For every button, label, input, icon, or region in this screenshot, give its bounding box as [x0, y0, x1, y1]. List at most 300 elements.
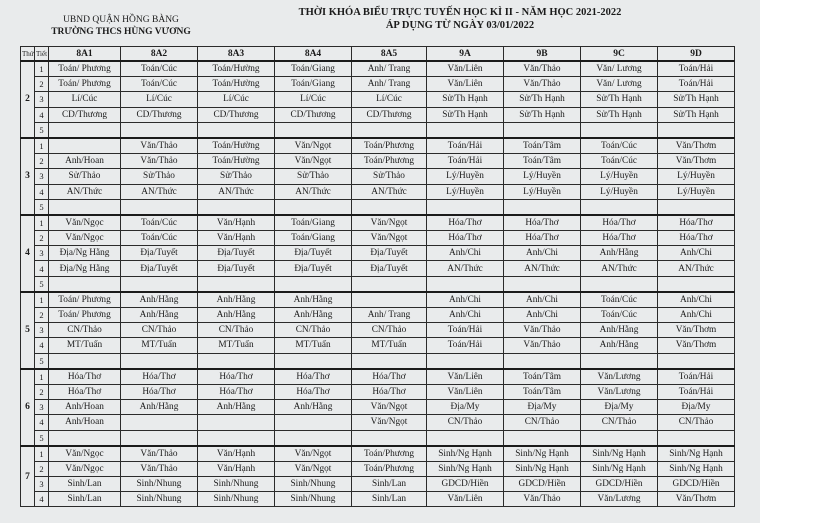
lesson-cell	[504, 122, 581, 138]
lesson-cell	[121, 430, 198, 446]
lesson-cell: Anh/Hằng	[198, 292, 275, 308]
lesson-cell: Anh/Chi	[658, 308, 735, 323]
class-header: 9B	[504, 47, 581, 62]
lesson-cell: Văn/Ngọc	[49, 215, 121, 231]
lesson-cell: CN/Thảo	[275, 323, 352, 338]
lesson-cell: Địa/Tuyết	[121, 261, 198, 276]
lesson-cell: Anh/Hoan	[49, 154, 121, 169]
table-row	[21, 369, 735, 385]
lesson-cell	[581, 122, 658, 138]
lesson-cell: GDCD/Hiền	[504, 477, 581, 492]
lesson-cell: Hóa/Thơ	[352, 369, 427, 385]
lesson-cell: Văn/Hạnh	[198, 446, 275, 462]
lesson-cell: Lý/Huyền	[427, 169, 504, 184]
lesson-cell	[504, 430, 581, 446]
class-header: 8A5	[352, 47, 427, 62]
lesson-cell: Hóa/Thơ	[352, 384, 427, 399]
lesson-cell: Toán/Giang	[275, 215, 352, 231]
period-cell: 1	[35, 369, 49, 385]
lesson-cell: Văn/Ngọc	[49, 446, 121, 462]
lesson-cell: Sinh/Nhung	[198, 477, 275, 492]
table-row	[21, 199, 735, 215]
lesson-cell: Anh/Hằng	[275, 308, 352, 323]
lesson-cell	[49, 276, 121, 292]
timetable-title: THỜI KHÓA BIỂU TRỰC TUYẾN HỌC KÌ II - NĂM HỌC 2021-2022	[298, 7, 622, 18]
lesson-cell: CD/Thương	[275, 107, 352, 122]
lesson-cell: Địa/Ng Hằng	[49, 261, 121, 276]
lesson-cell	[427, 199, 504, 215]
lesson-cell: Sinh/Nhung	[121, 477, 198, 492]
lesson-cell	[658, 199, 735, 215]
period-cell: 1	[35, 292, 49, 308]
lesson-cell: Sinh/Nhung	[121, 492, 198, 507]
table-row	[21, 184, 735, 199]
table-row	[21, 92, 735, 107]
period-cell: 5	[35, 199, 49, 215]
lesson-cell: Hóa/Thơ	[121, 384, 198, 399]
lesson-cell: Sinh/Ng Hạnh	[427, 461, 504, 476]
lesson-cell	[581, 276, 658, 292]
lesson-cell	[121, 122, 198, 138]
lesson-cell: Toán/Hải	[427, 338, 504, 353]
table-row	[21, 122, 735, 138]
lesson-cell: Sử/Th Hạnh	[427, 107, 504, 122]
lesson-cell: Hóa/Thơ	[49, 384, 121, 399]
lesson-cell: GDCD/Hiền	[658, 477, 735, 492]
lesson-cell: Anh/Hằng	[121, 400, 198, 415]
lesson-cell	[504, 353, 581, 369]
table-row	[21, 415, 735, 430]
lesson-cell: Toán/Giang	[275, 77, 352, 92]
lesson-cell	[121, 353, 198, 369]
lesson-cell: Sinh/Ng Hạnh	[581, 461, 658, 476]
period-cell: 2	[35, 308, 49, 323]
lesson-cell: Sử/Th Hạnh	[504, 92, 581, 107]
lesson-cell: Văn/Ngọc	[49, 461, 121, 476]
lesson-cell	[352, 122, 427, 138]
lesson-cell: MT/Tuấn	[198, 338, 275, 353]
lesson-cell	[352, 292, 427, 308]
lesson-cell: Lý/Huyền	[581, 169, 658, 184]
table-row	[21, 353, 735, 369]
lesson-cell: Anh/Hằng	[121, 308, 198, 323]
period-cell: 5	[35, 122, 49, 138]
lesson-cell: Toán/ Phương	[49, 77, 121, 92]
lesson-cell: Văn/Thảo	[504, 61, 581, 77]
lesson-cell: Văn/ Lương	[581, 77, 658, 92]
period-cell: 2	[35, 384, 49, 399]
lesson-cell: Sử/Thảo	[198, 169, 275, 184]
lesson-cell: Lý/Huyền	[658, 184, 735, 199]
lesson-cell: CD/Thương	[49, 107, 121, 122]
period-cell: 3	[35, 323, 49, 338]
period-cell: 1	[35, 61, 49, 77]
lesson-cell	[121, 276, 198, 292]
lesson-cell: Văn/Hạnh	[198, 231, 275, 246]
lesson-cell: Sử/Th Hạnh	[658, 92, 735, 107]
lesson-cell: Sử/Th Hạnh	[581, 92, 658, 107]
table-row	[21, 138, 735, 154]
lesson-cell: Toán/Hải	[427, 138, 504, 154]
lesson-cell: Hóa/Thơ	[658, 231, 735, 246]
lesson-cell: Văn/Ngọc	[49, 231, 121, 246]
lesson-cell: CN/Thảo	[427, 415, 504, 430]
lesson-cell: Anh/Chi	[504, 308, 581, 323]
lesson-cell: Địa/My	[658, 400, 735, 415]
lesson-cell	[352, 276, 427, 292]
lesson-cell: Địa/Tuyết	[198, 261, 275, 276]
day-cell: 2	[21, 61, 35, 138]
lesson-cell	[198, 199, 275, 215]
lesson-cell: AN/Thức	[581, 261, 658, 276]
period-cell: 5	[35, 430, 49, 446]
lesson-cell: AN/Thức	[427, 261, 504, 276]
lesson-cell: Hóa/Thơ	[275, 369, 352, 385]
table-row	[21, 61, 735, 77]
table-row	[21, 323, 735, 338]
lesson-cell: Toán/Cúc	[581, 292, 658, 308]
lesson-cell: Văn/Thảo	[504, 323, 581, 338]
lesson-cell: Hóa/Thơ	[504, 231, 581, 246]
lesson-cell: Sinh/Lan	[49, 477, 121, 492]
school-name: TRƯỜNG THCS HÙNG VƯƠNG	[51, 27, 191, 37]
lesson-cell: Sinh/Ng Hạnh	[658, 461, 735, 476]
period-cell: 5	[35, 353, 49, 369]
lesson-cell: Văn/ Lương	[581, 61, 658, 77]
lesson-cell: Toán/Phương	[352, 446, 427, 462]
lesson-cell: Sử/Th Hạnh	[427, 92, 504, 107]
lesson-cell: CD/Thương	[198, 107, 275, 122]
lesson-cell: Lý/Huyền	[427, 184, 504, 199]
period-cell: 3	[35, 477, 49, 492]
lesson-cell: Sinh/Ng Hạnh	[504, 461, 581, 476]
lesson-cell: Văn/Thảo	[121, 461, 198, 476]
lesson-cell	[658, 276, 735, 292]
period-cell: 3	[35, 400, 49, 415]
lesson-cell: Địa/My	[504, 400, 581, 415]
lesson-cell: CN/Thảo	[49, 323, 121, 338]
lesson-cell: Sử/Th Hạnh	[504, 107, 581, 122]
lesson-cell	[49, 430, 121, 446]
lesson-cell: Địa/Ng Hằng	[49, 246, 121, 261]
lesson-cell: Địa/Tuyết	[352, 261, 427, 276]
lesson-cell: CN/Thảo	[352, 323, 427, 338]
lesson-cell: Anh/Hoan	[49, 415, 121, 430]
lesson-cell: Toán/Hường	[198, 154, 275, 169]
lesson-cell	[352, 353, 427, 369]
day-column-header: Thứ	[21, 47, 35, 62]
lesson-cell: Toán/Giang	[275, 231, 352, 246]
lesson-cell	[49, 353, 121, 369]
lesson-cell: Toán/Giang	[275, 61, 352, 77]
lesson-cell: Anh/Hằng	[581, 246, 658, 261]
lesson-cell: Lí/Cúc	[121, 92, 198, 107]
lesson-cell: Toán/Cúc	[121, 215, 198, 231]
table-row	[21, 154, 735, 169]
table-row	[21, 461, 735, 476]
lesson-cell	[49, 122, 121, 138]
day-cell: 6	[21, 369, 35, 446]
lesson-cell: CN/Thảo	[581, 415, 658, 430]
lesson-cell: Anh/Chi	[427, 292, 504, 308]
lesson-cell: Lý/Huyền	[504, 169, 581, 184]
lesson-cell	[504, 199, 581, 215]
lesson-cell	[275, 353, 352, 369]
lesson-cell: Văn/Thơm	[658, 138, 735, 154]
lesson-cell: Sinh/Nhung	[275, 477, 352, 492]
lesson-cell: Văn/Thảo	[121, 446, 198, 462]
lesson-cell: Sinh/Nhung	[198, 492, 275, 507]
period-cell: 3	[35, 92, 49, 107]
lesson-cell: Anh/Hằng	[121, 292, 198, 308]
lesson-cell: Sinh/Ng Hạnh	[581, 446, 658, 462]
day-cell: 7	[21, 446, 35, 507]
table-row	[21, 430, 735, 446]
lesson-cell: Văn/Ngọt	[275, 138, 352, 154]
table-row	[21, 276, 735, 292]
lesson-cell: Toán/Cúc	[581, 154, 658, 169]
lesson-cell: MT/Tuấn	[275, 338, 352, 353]
timetable	[20, 46, 735, 507]
lesson-cell: Địa/Tuyết	[275, 261, 352, 276]
lesson-cell: GDCD/Hiền	[581, 477, 658, 492]
lesson-cell: Hóa/Thơ	[658, 215, 735, 231]
lesson-cell: CN/Thảo	[658, 415, 735, 430]
class-header: 9D	[658, 47, 735, 62]
lesson-cell: Anh/Hằng	[581, 338, 658, 353]
lesson-cell: Anh/Chi	[427, 246, 504, 261]
period-cell: 4	[35, 338, 49, 353]
lesson-cell: Sử/Thảo	[121, 169, 198, 184]
lesson-cell	[352, 430, 427, 446]
lesson-cell: Văn/Liên	[427, 384, 504, 399]
table-row	[21, 400, 735, 415]
lesson-cell: Địa/Tuyết	[198, 246, 275, 261]
table-row	[21, 308, 735, 323]
lesson-cell: Hóa/Thơ	[275, 384, 352, 399]
lesson-cell: AN/Thức	[49, 184, 121, 199]
lesson-cell: Văn/Liên	[427, 492, 504, 507]
lesson-cell: Anh/Hằng	[198, 308, 275, 323]
period-cell: 2	[35, 461, 49, 476]
period-cell: 2	[35, 154, 49, 169]
lesson-cell	[198, 353, 275, 369]
lesson-cell	[658, 122, 735, 138]
lesson-cell: Lí/Cúc	[352, 92, 427, 107]
lesson-cell	[581, 430, 658, 446]
lesson-cell: Anh/Hoan	[49, 400, 121, 415]
lesson-cell	[275, 430, 352, 446]
lesson-cell: Địa/Tuyết	[352, 246, 427, 261]
lesson-cell: Văn/Ngọt	[275, 446, 352, 462]
table-row	[21, 77, 735, 92]
lesson-cell: Toán/Phương	[352, 154, 427, 169]
lesson-cell	[198, 122, 275, 138]
table-row	[21, 169, 735, 184]
lesson-cell: Lí/Cúc	[275, 92, 352, 107]
lesson-cell: Toán/Cúc	[121, 77, 198, 92]
period-cell: 2	[35, 231, 49, 246]
lesson-cell: Lý/Huyền	[658, 169, 735, 184]
lesson-cell: Toán/Cúc	[121, 61, 198, 77]
lesson-cell: Sinh/Ng Hạnh	[658, 446, 735, 462]
lesson-cell	[198, 430, 275, 446]
lesson-cell: AN/Thức	[352, 184, 427, 199]
lesson-cell: CN/Thảo	[198, 323, 275, 338]
period-cell: 3	[35, 169, 49, 184]
lesson-cell: Sinh/Lan	[352, 492, 427, 507]
lesson-cell: Lý/Huyền	[581, 184, 658, 199]
lesson-cell: Sử/Th Hạnh	[581, 107, 658, 122]
lesson-cell	[49, 138, 121, 154]
class-header: 9A	[427, 47, 504, 62]
class-header: 8A1	[49, 47, 121, 62]
lesson-cell	[427, 430, 504, 446]
lesson-cell: Văn/Thơm	[658, 338, 735, 353]
lesson-cell	[121, 415, 198, 430]
lesson-cell: Hóa/Thơ	[49, 369, 121, 385]
lesson-cell: Hóa/Thơ	[581, 215, 658, 231]
lesson-cell: Toán/Phương	[352, 138, 427, 154]
period-column-header: Tiết	[35, 47, 49, 62]
lesson-cell: Văn/Ngọt	[275, 461, 352, 476]
lesson-cell: Toán/Cúc	[581, 138, 658, 154]
lesson-cell: Hóa/Thơ	[427, 231, 504, 246]
period-cell: 1	[35, 215, 49, 231]
lesson-cell	[275, 415, 352, 430]
period-cell: 4	[35, 415, 49, 430]
lesson-cell: Toán/Tâm	[504, 369, 581, 385]
lesson-cell: Sinh/Lan	[352, 477, 427, 492]
lesson-cell: Lí/Cúc	[49, 92, 121, 107]
day-cell: 5	[21, 292, 35, 369]
table-row	[21, 107, 735, 122]
lesson-cell: AN/Thức	[198, 184, 275, 199]
lesson-cell: Văn/Thảo	[121, 138, 198, 154]
lesson-cell: Anh/Chi	[658, 246, 735, 261]
lesson-cell: Văn/Thảo	[504, 492, 581, 507]
lesson-cell: Toán/Hải	[427, 154, 504, 169]
period-cell: 4	[35, 184, 49, 199]
lesson-cell	[427, 122, 504, 138]
lesson-cell	[352, 199, 427, 215]
lesson-cell: Toán/Tâm	[504, 138, 581, 154]
lesson-cell: Toán/Hường	[198, 77, 275, 92]
lesson-cell: Văn/Ngọt	[275, 154, 352, 169]
table-row	[21, 384, 735, 399]
lesson-cell: AN/Thức	[658, 261, 735, 276]
lesson-cell: Văn/Lương	[581, 384, 658, 399]
lesson-cell	[658, 430, 735, 446]
lesson-cell	[49, 199, 121, 215]
lesson-cell: Toán/Hường	[198, 61, 275, 77]
lesson-cell	[504, 276, 581, 292]
lesson-cell	[275, 122, 352, 138]
lesson-cell	[275, 276, 352, 292]
lesson-cell	[581, 353, 658, 369]
table-row	[21, 231, 735, 246]
lesson-cell: Toán/Hải	[658, 77, 735, 92]
lesson-cell: Văn/Thơm	[658, 154, 735, 169]
timetable-body	[21, 61, 735, 507]
lesson-cell: Anh/Hằng	[275, 400, 352, 415]
lesson-cell: Anh/Chi	[504, 246, 581, 261]
lesson-cell: Văn/Hạnh	[198, 461, 275, 476]
lesson-cell: Hóa/Thơ	[198, 384, 275, 399]
lesson-cell: Toán/ Phương	[49, 61, 121, 77]
day-cell: 4	[21, 215, 35, 292]
lesson-cell: Anh/ Trang	[352, 61, 427, 77]
lesson-cell: Anh/ Trang	[352, 308, 427, 323]
lesson-cell: Sinh/Ng Hạnh	[504, 446, 581, 462]
lesson-cell: MT/Tuấn	[121, 338, 198, 353]
lesson-cell: Toán/Hải	[658, 384, 735, 399]
lesson-cell: AN/Thức	[504, 261, 581, 276]
lesson-cell: Lý/Huyền	[504, 184, 581, 199]
lesson-cell: Sinh/Nhung	[275, 492, 352, 507]
lesson-cell: Toán/Tâm	[504, 384, 581, 399]
period-cell: 4	[35, 107, 49, 122]
lesson-cell: Anh/ Trang	[352, 77, 427, 92]
lesson-cell: Toán/Tâm	[504, 154, 581, 169]
lesson-cell	[121, 199, 198, 215]
table-row	[21, 338, 735, 353]
lesson-cell: Sử/Th Hạnh	[658, 107, 735, 122]
lesson-cell: Hóa/Thơ	[121, 369, 198, 385]
class-header: 9C	[581, 47, 658, 62]
timetable-heading	[270, 6, 650, 32]
lesson-cell: Anh/Hằng	[275, 292, 352, 308]
lesson-cell: Văn/Ngọt	[352, 231, 427, 246]
period-cell: 1	[35, 138, 49, 154]
lesson-cell	[658, 353, 735, 369]
table-row	[21, 477, 735, 492]
lesson-cell: Toán/Phương	[352, 461, 427, 476]
school-header	[36, 14, 206, 38]
lesson-cell: Văn/Liên	[427, 369, 504, 385]
lesson-cell: Lí/Cúc	[198, 92, 275, 107]
lesson-cell: Địa/My	[581, 400, 658, 415]
lesson-cell: CN/Thảo	[121, 323, 198, 338]
period-cell: 3	[35, 246, 49, 261]
period-cell: 5	[35, 276, 49, 292]
lesson-cell: Văn/Thảo	[504, 77, 581, 92]
lesson-cell	[198, 415, 275, 430]
lesson-cell: Văn/Lương	[581, 369, 658, 385]
effective-date: ÁP DỤNG TỪ NGÀY 03/01/2022	[385, 20, 535, 31]
lesson-cell: Sử/Thảo	[352, 169, 427, 184]
lesson-cell: Sinh/Ng Hạnh	[427, 446, 504, 462]
lesson-cell	[198, 276, 275, 292]
lesson-cell: Anh/Chi	[658, 292, 735, 308]
lesson-cell: MT/Tuấn	[49, 338, 121, 353]
lesson-cell: CN/Thảo	[504, 415, 581, 430]
lesson-cell: AN/Thức	[121, 184, 198, 199]
table-row	[21, 292, 735, 308]
lesson-cell: Sử/Thảo	[275, 169, 352, 184]
lesson-cell: Văn/Lương	[581, 492, 658, 507]
lesson-cell: Địa/Tuyết	[275, 246, 352, 261]
lesson-cell: CD/Thương	[352, 107, 427, 122]
lesson-cell: GDCD/Hiền	[427, 477, 504, 492]
lesson-cell: Văn/Liên	[427, 77, 504, 92]
lesson-cell: Toán/Cúc	[121, 231, 198, 246]
period-cell: 4	[35, 261, 49, 276]
lesson-cell: Hóa/Thơ	[504, 215, 581, 231]
lesson-cell: Văn/Thơm	[658, 323, 735, 338]
period-cell: 4	[35, 492, 49, 507]
lesson-cell	[581, 199, 658, 215]
